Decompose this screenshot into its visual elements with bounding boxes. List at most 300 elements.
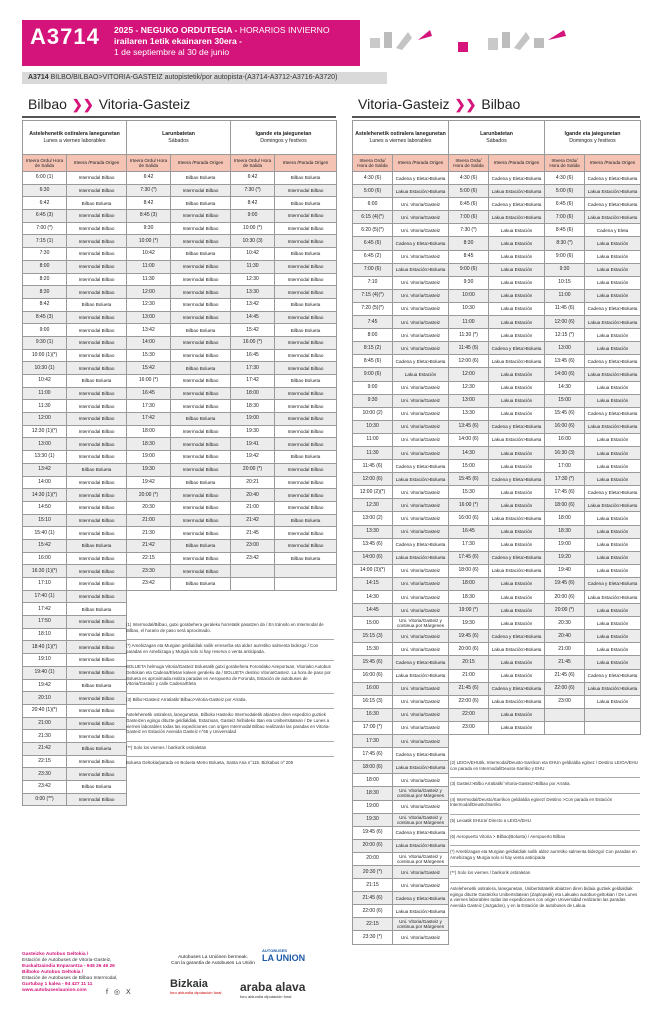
group-sundays: Igande eta jaiegunetan Domingos y festivos [231,121,337,155]
departure-time-cell: 21:00 [231,501,275,514]
origin-stop-cell: Lakua Estación>Bolueta [585,211,641,224]
table-row [353,643,641,656]
origin-stop-cell: Lakua Estación [585,617,641,630]
departure-time-cell: 13:45 (6) [353,538,393,551]
departure-time-cell: 17:42 [23,603,67,616]
origin-stop-cell: Lakua Estación [489,591,545,604]
departure-time-cell: 14:30 [353,591,393,604]
departure-time-cell: 20:00 [353,852,393,865]
departure-time-cell: 18:00 (6) [353,761,393,774]
departure-time-cell: 21:45 (6) [545,669,585,682]
origin-stop-cell: Intermodal Bilbao [171,273,231,286]
departure-time-cell: 13:45 (6) [545,355,585,368]
origin-stop-cell: Intermodal Bilbao [67,717,127,730]
col-departure-time: Irteera Ordu/ Hora de Salida [449,155,489,172]
table-row [353,185,641,198]
guarantee-eu: Autobuses La Uniónen bermeak. [178,955,248,960]
table-row [23,324,337,337]
departure-time-cell: 7:00 (6) [545,211,585,224]
departure-time-cell: 15:42 [127,362,171,375]
origin-stop-cell: Intermodal Bilbao [67,336,127,349]
origin-stop-cell: Uni. Vitoria/Gasteiz [393,630,449,643]
footer-line[interactable]: www.autobuseslaunion.com [22,988,87,993]
departure-time-cell: 18:30 [127,438,171,451]
origin-stop-cell: Lakua Estación [585,446,641,459]
departure-time-cell: 17:50 [23,616,67,629]
period-eu: irailaren 1etik ekainaren 30era - [114,36,243,46]
origin-stop-cell: Intermodal Bilbao [171,425,231,438]
origin-stop-cell: Intermodal Bilbao [67,451,127,464]
table-row [23,387,337,400]
origin-stop-cell: Cadena y Eleta>Bolueta [489,342,545,355]
origin-stop-cell: Intermodal Bilbao [171,387,231,400]
departure-time-cell: 17:45 (6) [353,748,393,761]
departure-time-cell: 8:45 [449,250,489,263]
departure-time-cell: 17:00 (*) [353,721,393,734]
table-row [23,336,337,349]
departure-time-cell: 8:30 (*) [545,237,585,250]
table-row [353,329,641,342]
period-es: 1 de septiembre al 30 de junio [114,47,230,57]
table-row [23,248,337,261]
origin-stop-cell: Lakua Estación [489,224,545,237]
departure-time-cell: 23:00 [231,539,275,552]
departure-time-cell: 10:30 [353,420,393,433]
origin-stop-cell [585,721,641,734]
departure-time-cell: 19:30 [231,425,275,438]
departure-time-cell: 15:45 (6) [449,473,489,486]
departure-time-cell: 19:45 (6) [353,826,393,839]
origin-stop-cell: Cadena y Eleta>Bolueta [393,656,449,669]
origin-stop-cell: Lakua Estación [489,577,545,590]
header-band [22,20,360,66]
departure-time-cell: 16:00 [353,682,393,695]
origin-stop-cell: Lakua Estación [489,499,545,512]
departure-time-cell: 19:42 [127,476,171,489]
arrow-right-icon: ❯❯ [454,97,477,112]
departure-time-cell: 5:00 (6) [449,185,489,198]
origin-stop-cell: Intermodal Bilbao [67,527,127,540]
table-row [353,302,641,315]
departure-time-cell: 22:00 [449,708,489,721]
table-row [353,276,641,289]
departure-time-cell: 19:42 [231,451,275,464]
departure-time-cell: 9:00 (6) [353,368,393,381]
departure-time-cell: 13:42 [231,298,275,311]
departure-time-cell: 9:00 (6) [545,250,585,263]
right-from: Vitoria-Gasteiz [358,96,450,112]
origin-stop-cell: Lakua Estación [489,329,545,342]
origin-stop-cell: Lakua Estación [585,656,641,669]
departure-time-cell: 17:42 [231,375,275,388]
table-row [23,476,337,489]
departure-time-cell: 17:00 [545,460,585,473]
departure-time-cell: 4:30 (6) [545,172,585,185]
origin-stop-cell: Intermodal Bilbao [275,336,337,349]
origin-stop-cell: Cadena y Eleta>Bolueta [489,473,545,486]
origin-stop-cell: Lakua Estación [489,460,545,473]
table-row [23,273,337,286]
origin-stop-cell: Lakua Estación>Bolueta [489,211,545,224]
departure-time-cell: 21:00 [545,643,585,656]
origin-stop-cell: Intermodal Bilbao [275,210,337,223]
table-row [23,413,337,426]
origin-stop-cell: Lakua Estación>Bolueta [489,695,545,708]
origin-stop-cell: Intermodal Bilbao [171,514,231,527]
table-row [353,486,641,499]
origin-stop-cell: Bilbao Bolueta [67,197,127,210]
decorative-shapes-icon [368,28,648,56]
origin-stop-cell: Intermodal Bilbao [171,260,231,273]
departure-time-cell: 6:00 [353,198,393,211]
note-item: Bolueta Geltokia/parada en Bolueta Metro Bolueta, Santa Ana n°115. Bizkabus nº 205 [126,756,334,766]
departure-time-cell: 22:15 [353,918,393,931]
origin-stop-cell: Intermodal Bilbao [171,565,231,578]
origin-stop-cell: Cadena y Eleta>Bolueta [489,198,545,211]
departure-time-cell: 19:10 [23,654,67,667]
origin-stop-cell: Intermodal Bilbao [67,501,127,514]
table-row [353,512,641,525]
footer-line: Gasteizko Autobus Geltokia / [22,952,89,957]
note-item: (2) LEIOA/EHUtik, Intermodal/Deusto-Sarrikon eta EHUn geldialdia eginez / Destino LEIOA/EHU con parada en Intermodal/Deusto-Sarriko y EHU [450,760,638,771]
departure-time-cell: 16:00 [545,433,585,446]
departure-time-cell: 18:30 [353,787,393,800]
departure-time-cell: 16:00 (6) [545,420,585,433]
origin-stop-cell: Lakua Estación [489,237,545,250]
departure-time-cell: 17:30 [353,735,393,748]
social-icons[interactable]: f ◎ X [106,989,133,996]
origin-stop-cell: Intermodal Bilbao [67,489,127,502]
departure-time-cell: 20:00 (*) [127,489,171,502]
table-row [23,362,337,375]
departure-time-cell: 14:00 (3)(*) [353,564,393,577]
departure-time-cell: 6:30 [23,184,67,197]
origin-stop-cell: Intermodal Bilbao [67,172,127,185]
departure-time-cell: 20:40 [231,489,275,502]
departure-time-cell: 21:42 [23,742,67,755]
origin-stop-cell: Uni. Vitoria/Gasteiz [393,721,449,734]
departure-time-cell: 16:45 [231,349,275,362]
table-row [353,263,641,276]
origin-stop-cell: Uni. Vitoria/Gasteiz [393,512,449,525]
departure-time-cell: 12:00 (6) [353,473,393,486]
origin-stop-cell: Cadena y Eleta>Bolueta [393,172,449,185]
group-header-row [353,121,641,155]
origin-stop-cell: Bilbao Bolueta [171,248,231,261]
departure-time-cell: 12:30 (1)(*) [23,425,67,438]
origin-stop-cell: Bilbao Bolueta [275,298,337,311]
table-row [353,735,641,748]
origin-stop-cell: Bilbao Bolueta [275,375,337,388]
departure-time-cell: 15:10 [23,514,67,527]
origin-stop-cell: Lakua Estación>Bolueta [585,591,641,604]
origin-stop-cell: Cadena y Eleta>Bolueta [489,682,545,695]
departure-time-cell: 12:00 (6) [545,316,585,329]
departure-time-cell: 20:00 (6) [353,839,393,852]
departure-time-cell: 16:00 (6) [449,512,489,525]
table-row [23,603,337,616]
departure-time-cell: 12:15 (*) [545,329,585,342]
departure-time-cell: 16:30 (1)(*) [23,565,67,578]
origin-stop-cell: Intermodal Bilbao [171,375,231,388]
empty-cell [449,931,641,944]
origin-stop-cell: Intermodal Bilbao [171,210,231,223]
departure-time-cell: 11:30 [353,446,393,459]
origin-stop-cell: Lakua Estación>Bolueta [585,368,641,381]
departure-time-cell: 22:15 [23,755,67,768]
origin-stop-cell: Intermodal Bilbao [67,349,127,362]
empty-cell [127,590,337,603]
table-row [23,463,337,476]
table-row [353,525,641,538]
departure-time-cell: 15:42 [231,324,275,337]
origin-stop-cell: Intermodal Bilbao [171,438,231,451]
table-row [23,451,337,464]
origin-stop-cell: Lakua Estación [489,302,545,315]
group-weekdays: Astelehenetik ostiralera lanegunetan Lunes a viernes laborables [23,121,127,155]
origin-stop-cell: Lakua Estación [489,276,545,289]
origin-stop-cell: Uni. Vitoria/Gasteiz [393,329,449,342]
origin-stop-cell: Lakua Estación>Bolueta [393,473,449,486]
departure-time-cell: 11:00 [449,316,489,329]
departure-time-cell: 13:30 [449,407,489,420]
origin-stop-cell: Intermodal Bilbao [67,590,127,603]
departure-time-cell: 13:45 (6) [449,420,489,433]
departure-time-cell: 10:00 (*) [127,235,171,248]
origin-stop-cell: Intermodal Bilbao [275,400,337,413]
departure-time-cell: 19:42 [23,679,67,692]
origin-stop-cell: Lakua Estación [489,250,545,263]
departure-time-cell: 21:45 (6) [353,892,393,905]
origin-stop-cell: Uni. Vitoria/Gasteiz y continua por Márgenes [393,787,449,800]
departure-time-cell: 23:42 [127,578,171,591]
empty-cell [449,735,641,748]
origin-stop-cell: Intermodal Bilbao [67,210,127,223]
origin-stop-cell: Intermodal Bilbao [67,704,127,717]
departure-time-cell: 9:30 [545,263,585,276]
route-code: A3714 [28,74,49,81]
origin-stop-cell: Intermodal Bilbao [67,514,127,527]
departure-time-cell: 10:42 [231,248,275,261]
departure-time-cell: 9:30 [353,394,393,407]
origin-stop-cell: Intermodal Bilbao [171,184,231,197]
departure-time-cell: 19:20 [545,551,585,564]
note-item: (1) Intermodal/Bilbao, gutxi gorabehera geraleku horretatik pasatzen da / En tránsito en Intermodal de Bilbao, el horario de paso será aproximado. [126,622,324,633]
departure-time-cell: 12:00 [23,413,67,426]
table-row [353,250,641,263]
departure-time-cell: 6:42 [23,197,67,210]
origin-stop-cell: Lakua Estación [489,486,545,499]
departure-time-cell: 17:30 [231,362,275,375]
departure-time-cell: 13:42 [23,463,67,476]
table-row [23,349,337,362]
departure-time-cell: 16:45 [127,387,171,400]
origin-stop-cell: Intermodal Bilbao [275,362,337,375]
origin-stop-cell: Intermodal Bilbao [67,248,127,261]
group-saturdays: Larunbatetan Sábados [449,121,545,155]
departure-time-cell: 18:10 [23,628,67,641]
departure-time-cell: 9:00 [353,381,393,394]
table-row [353,682,641,695]
departure-time-cell: 10:30 [449,302,489,315]
sub-header-row [353,155,641,172]
origin-stop-cell: Cadena y Eleta>Bolueta [393,355,449,368]
departure-time-cell: 7:00 (*) [23,222,67,235]
origin-stop-cell: Intermodal Bilbao [275,349,337,362]
origin-stop-cell: Lakua Estación>Bolueta [393,839,449,852]
origin-stop-cell: Intermodal Bilbao [171,489,231,502]
departure-time-cell: 8:45 (3) [23,311,67,324]
departure-time-cell: 7:30 (*) [231,184,275,197]
departure-time-cell: 7:20 (5)(*) [353,302,393,315]
note-item: Astelehenetik ostiralera, lanegunetan, Bilboko Hasteiko Intermodaletik abiatzen diren espedizio guztiek Gasteizen egingo dituzte geldialdiak, Estazioan, Gasteiz hiribideko titan eta Unibertsitatean / De Lunes a viernes laborables todas las expediciones con origen Intermodal Bilbao realizarán las paradas en Vitoria-Gasteiz en Estación Avenida Gasteiz n°65 y Universidad [126,708,334,734]
origin-stop-cell: Lakua Estación [489,721,545,734]
origin-stop-cell: Lakua Estación>Bolueta [489,433,545,446]
origin-stop-cell: Lakua Estación>Bolueta [585,682,641,695]
origin-stop-cell: Bilbao Bolueta [67,375,127,388]
origin-stop-cell: Lakua Estación [585,276,641,289]
departure-time-cell: 12:30 [353,499,393,512]
departure-time-cell: 16:00 (6) [353,669,393,682]
origin-stop-cell: Uni. Vitoria/Gasteiz y continua por Márgenes [393,852,449,865]
origin-stop-cell: Lakua Estación [585,525,641,538]
origin-stop-cell: Intermodal Bilbao [67,476,127,489]
departure-time-cell: 20:00 (6) [449,643,489,656]
departure-time-cell: 11:00 [127,260,171,273]
table-row [23,210,337,223]
note-item: (3) Gasteiz>Bilbo Arratiatik/ Vitoria-Gasteiz>Bilbao por Arratia. [450,777,640,787]
departure-time-cell: 10:42 [127,248,171,261]
origin-stop-cell: Uni. Vitoria/Gasteiz [393,446,449,459]
origin-stop-cell: Intermodal Bilbao [67,235,127,248]
departure-time-cell: 17:42 [127,413,171,426]
table-row [353,172,641,185]
origin-stop-cell: Uni. Vitoria/Gasteiz [393,394,449,407]
origin-stop-cell: Lakua Estación>Bolueta [393,905,449,918]
origin-stop-cell: Bilbao Bolueta [171,578,231,591]
departure-time-cell: 20:30 [127,501,171,514]
origin-stop-cell: Lakua Estación [489,669,545,682]
origin-stop-cell: Uni. Vitoria/Gasteiz [393,302,449,315]
departure-time-cell: 6:42 [231,172,275,185]
footer-line: Estación de Autobuses de Vitoria-Gasteiz, [22,958,112,963]
origin-stop-cell: Uni. Vitoria/Gasteiz [393,499,449,512]
group-weekdays: Astelehenetik ostiralera lanegunetan Lunes a viernes laborables [353,121,449,155]
origin-stop-cell: Lakua Estación [489,289,545,302]
araba-logo: araba alava foru aldundia diputación foral [240,980,306,999]
departure-time-cell: 11:30 [23,400,67,413]
origin-stop-cell: Lakua Estación [585,604,641,617]
origin-stop-cell: Lakua Estación>Bolueta [489,512,545,525]
col-origin-stop: Irteera /Parada Origen [67,155,127,172]
departure-time-cell: 12:30 [127,298,171,311]
origin-stop-cell: Cadena y Eleta>Bolueta [489,551,545,564]
origin-stop-cell: Intermodal Bilbao [67,362,127,375]
origin-stop-cell: Lakua Estación>Bolueta [489,643,545,656]
departure-time-cell: 11:30 [231,260,275,273]
origin-stop-cell: Uni. Vitoria/Gasteiz y continua por Márgenes [393,813,449,826]
departure-time-cell: 7:15 (1) [23,235,67,248]
departure-time-cell: 11:45 (6) [545,302,585,315]
note-item: BOLUETA helmuga Vitoria/Gasteiz Boluetatik gutxi gorabehera Forondako Aireportuan, Vitoriako Autobus Geltokian eta Cadena/Eletan kaleen geraleku da / BOLUETA destino Vitoria/Gasteiz. La hora de paso por Bolueta es aproximada.realiza paradas en Aeropuerto de Foronda, Estación de autobuses de Vitoria/Gasteiz y calle Cadena/Eleta [126,660,334,686]
origin-stop-cell: Intermodal Bilbao [67,692,127,705]
note-item: Astelehenetik ostiralera, lanegunetan, Unibertsitatetik abiatzen diren bidaia guztiek geldialdiak egingo dituzte Gasteizko Unibertsitatean (Zaptopeak) eta Lakuako autobus-geltokian / De Lunes a viernes laborables todas las expediciones con origen Universidad realizarán las paradas Avenida Gasteiz (Juzgados), y en la Estación de autobuses de Lakua. [450,882,640,908]
footer-line: Euskaltzaindia Enparantza - 945 26 46 26 [22,964,115,969]
col-origin-stop: Irteera /Parada Origen [275,155,337,172]
origin-stop-cell [585,708,641,721]
departure-time-cell: 11:45 (6) [353,460,393,473]
departure-time-cell: 10:30 (1) [23,362,67,375]
departure-time-cell: 9:30 [449,276,489,289]
origin-stop-cell: Uni. Vitoria/Gasteiz [393,289,449,302]
departure-time-cell: 19:30 [127,463,171,476]
origin-stop-cell: Intermodal Bilbao [67,768,127,781]
table-row [353,446,641,459]
departure-time-cell: 14:00 (6) [545,368,585,381]
table-row [353,591,641,604]
origin-stop-cell: Uni. Vitoria/Gasteiz [393,643,449,656]
departure-time-cell: 10:00 (1)(*) [23,349,67,362]
departure-time-cell: 12:00 (6) [449,355,489,368]
departure-time-cell: 20:15 [449,656,489,669]
footer-line: Gurtubay 1 kalea - 94 427 11 11 [22,982,93,987]
origin-stop-cell: Bilbao Bolueta [275,324,337,337]
departure-time-cell: 18:00 [545,512,585,525]
departure-time-cell: 12:00 [449,368,489,381]
departure-time-cell: 6:45 (6) [353,237,393,250]
departure-time-cell: 19:00 [127,451,171,464]
group-saturdays: Larunbatetan Sábados [127,121,231,155]
departure-time-cell: 15:00 [545,394,585,407]
bizkaia-logo: Bizkaia foru aldundia diputación foral [170,978,222,995]
departure-time-cell: 18:00 [449,577,489,590]
departure-time-cell: 18:00 (6) [449,564,489,577]
departure-time-cell: 23:30 [127,565,171,578]
departure-time-cell: 22:00 (6) [449,695,489,708]
table-row [353,708,641,721]
departure-time-cell: 21:45 (6) [449,682,489,695]
origin-stop-cell: Lakua Estación [489,525,545,538]
departure-time-cell: 7:30 [23,248,67,261]
table-row [23,298,337,311]
origin-stop-cell: Lakua Estación [489,446,545,459]
departure-time-cell: 16:15 (3) [353,695,393,708]
origin-stop-cell: Intermodal Bilbao [275,539,337,552]
departure-time-cell: 11:30 [127,273,171,286]
table-row [353,460,641,473]
departure-time-cell: 15:00 [449,460,489,473]
origin-stop-cell: Intermodal Bilbao [275,286,337,299]
origin-stop-cell: Intermodal Bilbao [275,413,337,426]
col-origin-stop: Irteera /Parada Origen [171,155,231,172]
origin-stop-cell: Lakua Estación [489,617,545,630]
table-row [23,425,337,438]
origin-stop-cell [275,578,337,591]
origin-stop-cell: Intermodal Bilbao [67,565,127,578]
origin-stop-cell: Intermodal Bilbao [171,552,231,565]
origin-stop-cell: Bilbao Bolueta [275,552,337,565]
origin-stop-cell: Intermodal Bilbao [67,755,127,768]
departure-time-cell: 6:20 (5)(*) [353,224,393,237]
departure-time-cell: 10:00 [449,289,489,302]
departure-time-cell: 18:30 [545,525,585,538]
sub-header-row [23,155,337,172]
col-origin-stop: Irteera /Parada Origen [585,155,641,172]
departure-time-cell: 13:00 (2) [353,512,393,525]
departure-time-cell: 21:30 [127,527,171,540]
season-title-eu: 2025 - NEGUKO ORDUTEGIA - [114,25,240,35]
arrow-right-icon: ❯❯ [71,97,94,112]
